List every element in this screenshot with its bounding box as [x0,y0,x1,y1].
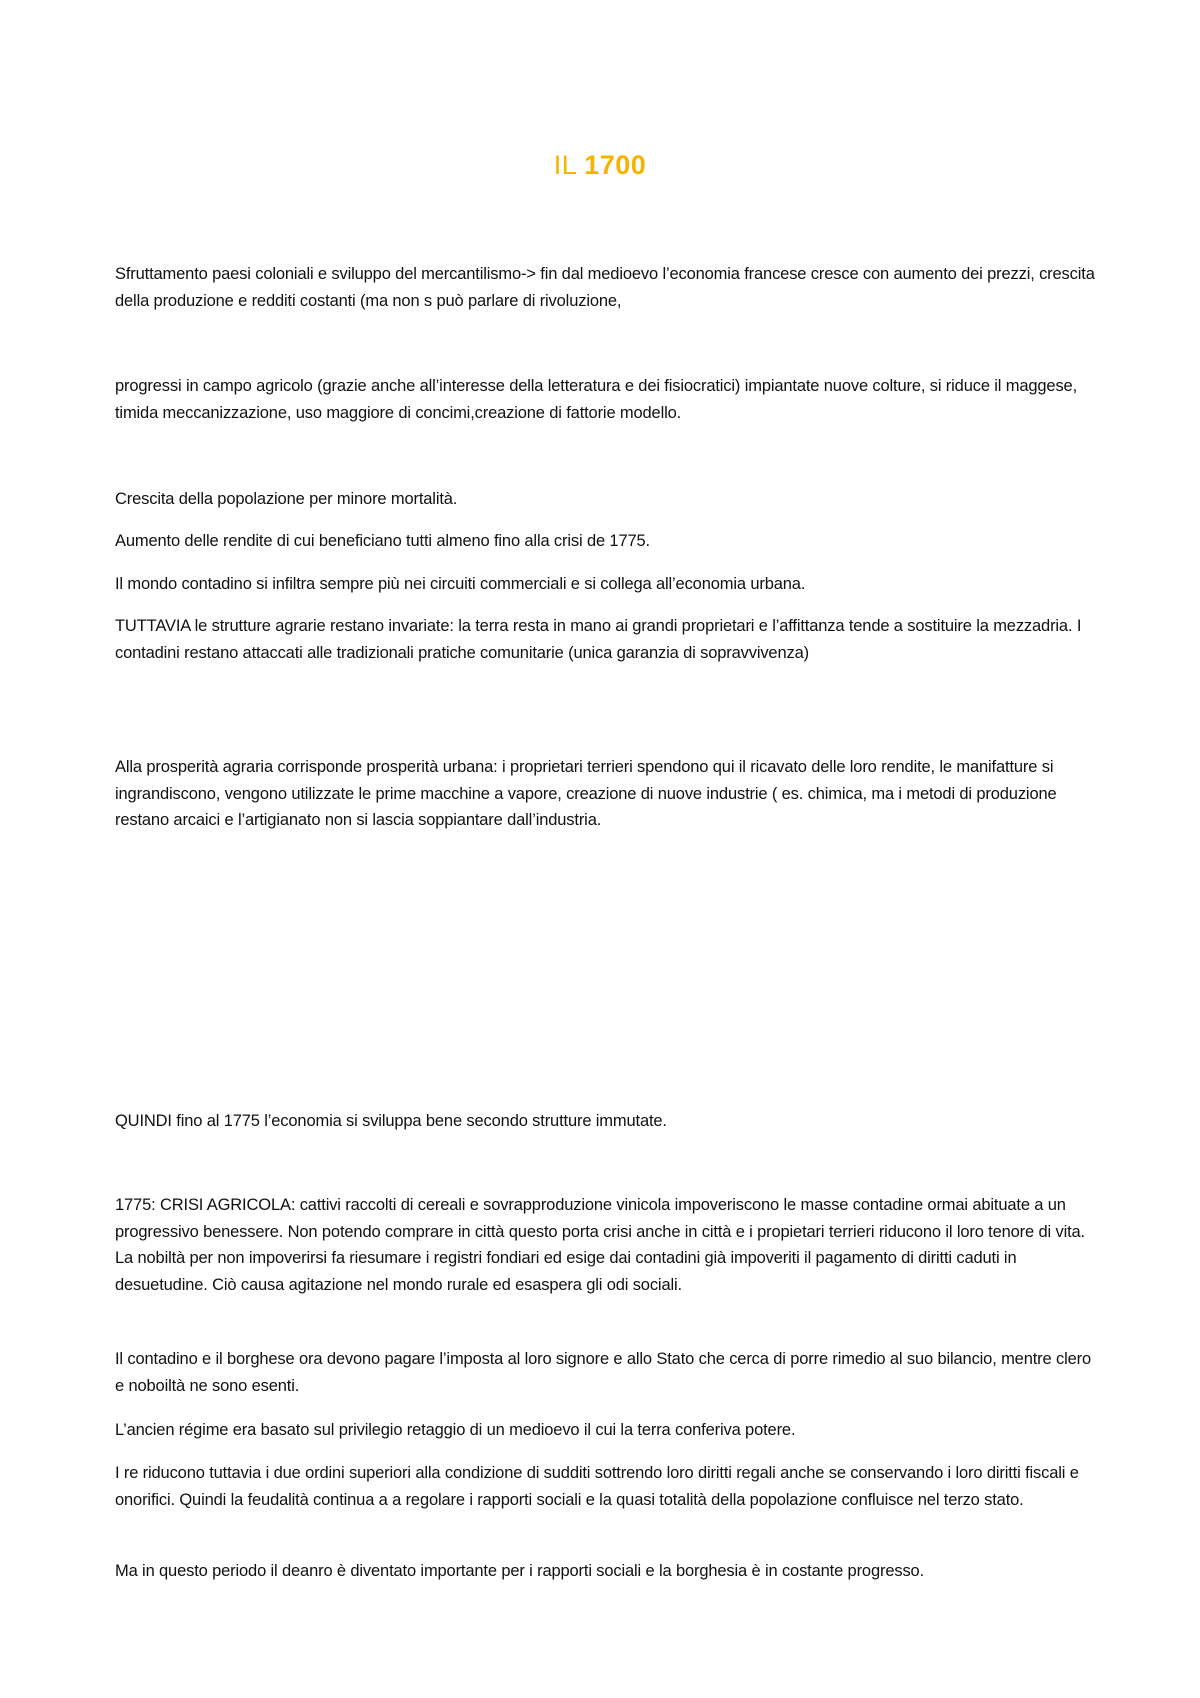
paragraph-crescita-popolazione: Crescita della popolazione per minore mortalità. [115,490,458,508]
paragraph-crisi-agricola: 1775: CRISI AGRICOLA: cattivi raccolti di cereali e sovrapproduzione vinicola impoveriscono le masse contadine ormai abituate a un progressivo benessere. Non potendo comprare in città questo porta crisi anche in città e i propietari terrieri riducono il loro tenore di vita. La nobiltà per non impoverirsi fa riesumare i registri fondiari ed esige dai contadini già impoveriti il pagamento di diritti caduti in desuetudine. Ciò causa agitazione nel mondo rurale ed esaspera gli odi sociali. [115,1196,1085,1294]
paragraph-borghesia: Ma in questo periodo il deanro è diventato importante per i rapporti sociali e la borghesia è in costante progresso. [115,1562,925,1580]
paragraph-ancien-regime: L’ancien régime era basato sul privilegio retaggio di un medioevo il cui la terra conferiva potere. [115,1421,796,1439]
paragraph-progressi-agricoli: progressi in campo agricolo (grazie anche all’interesse della letteratura e dei fisiocratici) impiantate nuove colture, si riduce il maggese, timida meccanizzazione, uso maggiore di concimi,creazione di fattorie modello. [115,377,1078,422]
paragraph-tuttavia: TUTTAVIA le strutture agrarie restano invariate: la terra resta in mano ai grandi proprietari e l’affittanza tende a sostituire la mezzadria. I contadini restano attaccati alle tradizionali pratiche comunitarie (unica garanzia di sopravvivenza) [115,617,1082,662]
page-title [0,148,1200,182]
page-title-prefix: IL [553,150,577,180]
paragraph-mondo-contadino: Il mondo contadino si infiltra sempre più nei circuiti commerciali e si collega all’economia urbana. [115,575,806,593]
paragraph-aumento-rendite: Aumento delle rendite di cui beneficiano tutti almeno fino alla crisi de 1775. [115,532,650,550]
paragraph-quindi: QUINDI fino al 1775 l’economia si sviluppa bene secondo strutture immutate. [115,1112,667,1130]
paragraph-contadino-borghese: Il contadino e il borghese ora devono pagare l’imposta al loro signore e allo Stato che cerca di porre rimedio al suo bilancio, mentre clero e noboiltà ne sono esenti. [115,1350,1091,1395]
paragraph-mercantilismo: Sfruttamento paesi coloniali e sviluppo del mercantilismo-> fin dal medioevo l’economia francese cresce con aumento dei prezzi, crescita della produzione e redditi costanti (ma non s può parlare di rivoluzione, [115,265,1095,310]
page-title-year: 1700 [584,150,647,180]
paragraph-re-riducono: I re riducono tuttavia i due ordini superiori alla condizione di sudditi sottrendo loro diritti regali anche se conservando i loro diritti fiscali e onorifici. Quindi la feudalità continua a a regolare i rapporti sociali e la quasi totalità della popolazione confluisce nel terzo stato. [115,1464,1079,1509]
paragraph-prosperita-urbana: Alla prosperità agraria corrisponde prosperità urbana: i proprietari terrieri spendono qui il ricavato delle loro rendite, le manifatture si ingrandiscono, vengono utilizzate le prime macchine a vapore, creazione di nuove industrie ( es. chimica, ma i metodi di produzione restano arcaici e l’artigianato non si lascia soppiantare dall’industria. [115,758,1057,829]
